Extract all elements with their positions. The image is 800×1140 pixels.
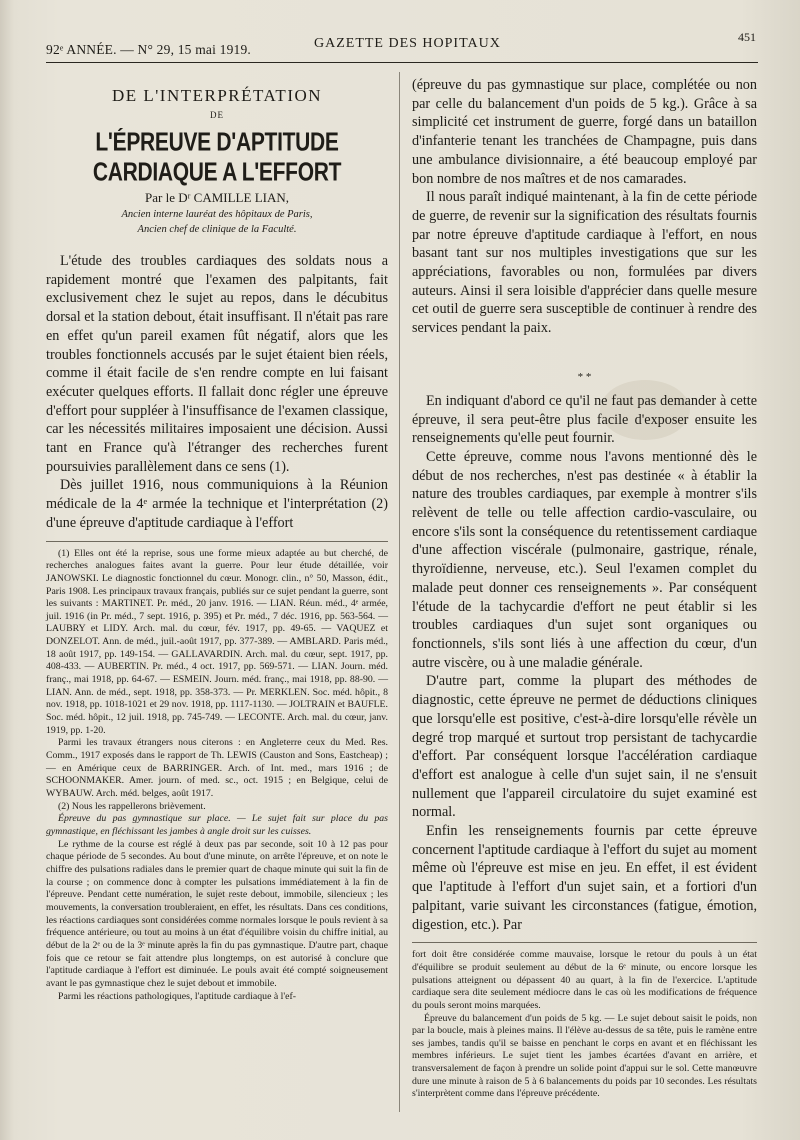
footnote: (2) Nous les rappellerons brièvement. [58,800,206,812]
body-paragraph: D'autre part, comme la plupart des méthodes de diagnostic, cette épreuve ne permet de déductions cliniques que lorsqu'elle est positive, c'est-à-dire lorsqu'elle révèle un degré trop marqué et surtout trop persistant de tachycardie d'effort. Par conséquent lorsque l'accélération cardiaque d'effort est analogue à celle d'un sujet sain, il ne s'ensuit nullement que l'appareil circulatoire du sujet examiné est normal. [412,673,757,821]
footnote-rule [412,942,757,943]
footnote: Parmi les réactions pathologiques, l'aptitude cardiaque à l'ef- [58,990,297,1002]
article-title: L'ÉPREUVE D'APTITUDE CARDIAQUE A L'EFFORT [92,128,342,187]
header-rule [46,62,758,63]
body-paragraph: L'étude des troubles cardiaques des soldats nous a rapidement montré que l'examen des palpitants, fait exclusivement chez le sujet au repos, dans le décubitus dorsal et la station debout, était insuffisant. Il n'était pas rare en effet qu'un pareil examen fût négatif, alors que les troubles fonctionnels accusés par le sujet étaient bien réels, comme il était facile de s'en rendre compte en lui faisant exécuter quelques efforts. Il fallait donc régler une épreuve d'effort pour suppléer à l'insuffisance de l'examen classique, car les nécessités militaires imposaient une décision. Aussi tant en France qu'à l'étranger des recherches furent poursuivies parallèlement dans ce sens (1). [46,253,388,475]
footnote: fort doit être considérée comme mauvaise, lorsque le retour du pouls à un état d'équilibre se produit seulement au début de la 6ᵉ minute, ou encore lorsque les pulsations atteignent ou dépassent 40 au quart, à la fin de l'exercice. L'aptitude cardiaque sera dite seulement médiocre dans le cas où les modifications de fréquence du pouls seront moins marquées. [412,949,757,1011]
right-column [412,72,757,1101]
body-paragraph: Il nous paraît indiqué maintenant, à la fin de cette période de guerre, de revenir sur la signification des résultats fournis par notre épreuve d'aptitude cardiaque à l'effort, en nous basant tant sur nos multiples investigations que sur les appréciations, favorables ou non, formulées par divers auteurs. Ainsi il sera loisible d'apprécier dans quelle mesure cet outil de guerre sera susceptible de continuer à rendre des services pendant la paix. [412,189,757,337]
article-kicker: DE L'INTERPRÉTATION [111,86,323,105]
author-affiliation: Ancien chef de clinique de la Faculté. [137,224,297,235]
body-paragraph: (épreuve du pas gymnastique sur place, complétée ou non par celle du balancement d'un poids de 5 kg.). Grâce à sa simplicité cet instrument de guerre, forgé dans un bataillon d'infanterie tenant les tranchées de Champagne, puis dans une ambulance divisionnaire, a été beaucoup employé par bon nombre de nos maîtres et de nos camarades. [412,77,757,187]
page-number: 451 [738,30,756,44]
body-paragraph: Cette épreuve, comme nous l'avons mentionné dès le début de nos recherches, n'est pas destinée « à établir la nature des troubles cardiaques, par exemple à montrer s'ils relèvent de telle ou telle affection cardio-vasculaire, ou encore s'ils sont la conséquence du retentissement cardiaque d'une affection viscérale (pulmonaire, gastrique, rénale, thyroïdienne, nerveuse, etc.). Seul l'examen complet du malade peut donner ces renseignements ». Par conséquent l'étude de la tachycardie d'effort ne peut établir si les troubles cardiaques d'un sujet sont organiques ou fonctionnels, s'ils sont liés à une affection du cœur, d'un autre viscère, ou à une maladie générale. [412,448,757,671]
footnote-rule [46,541,388,542]
body-paragraph: Dès juillet 1916, nous communiquions à la Réunion médicale de la 4ᵉ armée la technique et l'interprétation (2) d'une épreuve d'aptitude cardiaque à l'effort [46,477,388,531]
left-column [46,72,388,1003]
footnote: Épreuve du balancement d'un poids de 5 kg. — Le sujet debout saisit le poids, non par la boucle, mais à pleines mains. Il l'élève au-dessus de sa tête, puis le ramène entre ses jambes, tandis qu'il se baisse en penchant le corps en avant et en fléchissant les membres inférieurs. Le sujet tient les jambes écartées d'avant en arrière, et transversalement de façon à prendre un solide point d'appui sur le sol. Cette manœuvre dure une minute à raison de 5 à 6 balancements du poids par 10 secondes. Les résultats s'interprètent comme dans l'épreuve précédente. [412,1012,757,1100]
journal-title: GAZETTE DES HOPITAUX [314,36,501,51]
body-paragraph: En indiquant d'abord ce qu'il ne faut pas demander à cette épreuve, il sera peut-être plus facile d'exposer ensuite les renseignements qu'elle peut fournir. [412,392,757,447]
section-separator: * * [577,370,592,383]
article-byline: Par le Dʳ CAMILLE LIAN, [145,190,289,205]
author-affiliation: Ancien interne lauréat des hôpitaux de Paris, [121,209,313,220]
footnote: Épreuve du pas gymnastique sur place. — Le sujet fait sur place du pas gymnastique, en fléchissant les jambes à angle droit sur les cuisses. [46,813,388,837]
column-divider [399,72,400,1112]
page-header [46,30,756,60]
body-paragraph: Enfin les renseignements fournis par cette épreuve concernent l'aptitude cardiaque à l'effort du sujet au moment même où l'épreuve est mise en jeu. En effet, il est évident que l'aptitude à l'effort d'un sujet sain, et a fortiori d'un palpitant, varie suivant les circonstances (fatigue, émotion, digestion, etc.). Par [412,823,757,933]
footnote: Parmi les travaux étrangers nous citerons : en Angleterre ceux du Med. Res. Comm., 1917 exposés dans le rapport de Th. LEWIS (Causton and Sons, Eastcheap) ; — en Amérique ceux de BARRINGER. Arch. of Int. med., mars 1916 ; de SCHOONMAKER. Amer. journ. of med. sc., oct. 1915 ; en Belgique, celui de WYBAUW. Arch. méd. belges, août 1917. [46,737,388,800]
issue-info: 92ᵉ ANNÉE. — N° 29, 15 mai 1919. [46,42,251,57]
footnote: Le rythme de la course est réglé à deux pas par seconde, soit 10 à 12 pas pour chaque période de 5 secondes. Au bout d'une minute, on arrête l'épreuve, et on note le chiffre des pulsations radiales dans le premier quart de chaque minute qui suit la fin de la course ; on commence donc à compter les pulsations immédiatement à la fin de l'épreuve. Pendant cette numération, le sujet reste debout, immobile, silencieux ; les mouvements, la conversation troubleraient, en effet, les résultats. Dans ces conditions, les réactions cardiaques sont considérées comme normales lorsque le pouls revient à sa fréquence antérieure, ou tout au moins à un état d'équilibre voisin du chiffre initial, au début de la 2ᵉ ou de la 3ᵉ minute après la fin du pas gymnastique. D'autre part, chaque fois que ce retour se fait attendre plus longtemps, on est autorisé à conclure que l'aptitude cardiaque à l'effort est diminuée. Le pouls avait été compté soigneusement avant le pas gymnastique chez le sujet debout et immobile. [46,838,388,989]
article-kicker-small: DE [210,110,224,120]
footnote: (1) Elles ont été la reprise, sous une forme mieux adaptée au but cherché, de recherches analogues faites avant la guerre. Pour leur étude détaillée, voir JANOWSKI. Le diagnostic fonctionnel du cœur. Monogr. clin., n° 50, Masson, édit., Paris 1908. Les principaux travaux français, publiés sur ce sujet pendant la guerre, sont les suivants : MARTINET. Pr. méd., 20 janv. 1916. — LIAN. Réun. méd., 4ᵉ armée, juil. 1916 (in Pr. méd., 7 sept. 1916, p. 395) et Pr. méd., 7 déc. 1916, pp. 563-564. — LAUBRY et LIDY. Arch. mal. du cœur, fév. 1917, pp. 49-65. — VAQUEZ et DONZELOT. Ann. de méd., juil.-août 1917, pp. 377-389. — AMBLARD. Paris méd., 18 août 1917, pp. 149-154. — GALLAVARDIN. Arch. mal. du cœur, sept. 1917, pp. 408-433. — AUBERTIN. Pr. méd., 4 oct. 1917, pp. 569-571. — LIAN. Journ. méd. franç., mai 1918, pp. 64-67. — ESMEIN. Journ. méd. franç., mai 1918, pp. 88-90. — LIAN. Ann. de méd., sept. 1918, pp. 358-373. — Pr. MERKLEN. Soc. méd. hôpit., 8 nov. 1918, pp. 1018-1021 et 29 nov. 1918, pp. 1117-1130. — JOLTRAIN et BAUFLE. Soc. méd. hôpit., 12 juil. 1918, pp. 745-749. — LECONTE. Arch. mal. du cœur, janv. 1919, pp. 1-20. [46,547,388,736]
